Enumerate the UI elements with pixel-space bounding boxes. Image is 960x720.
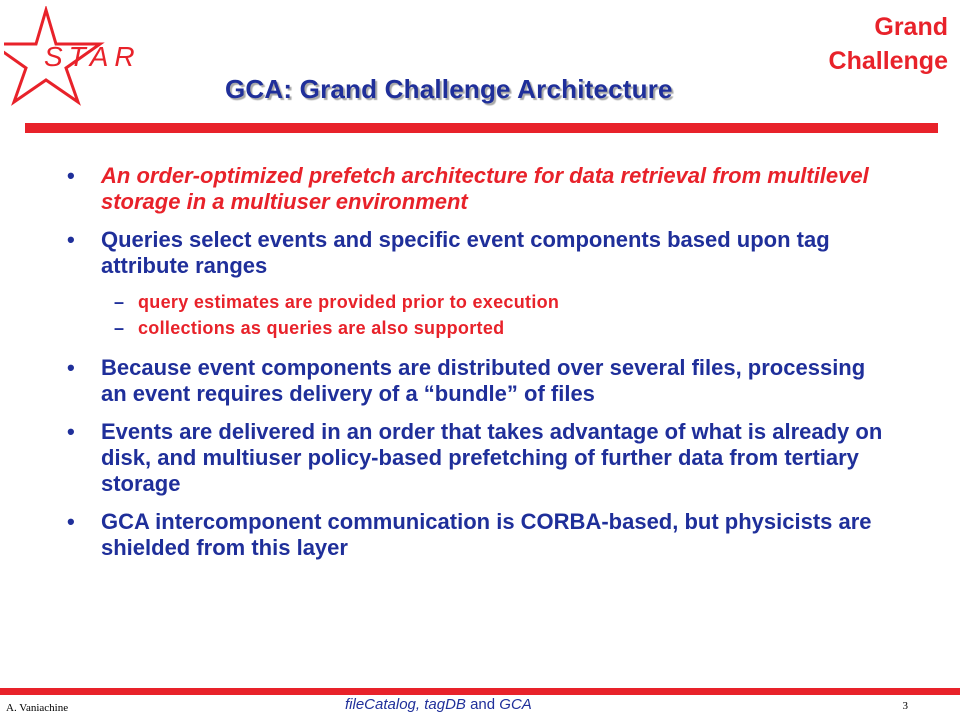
bullet-text: Because event components are distributed over several files, processing an event requires delivery of a “bundle” of files xyxy=(101,355,866,406)
bottom-divider xyxy=(0,688,960,695)
bullet-marker: • xyxy=(67,355,75,380)
footer-author: A. Vaniachine xyxy=(6,702,69,714)
corner-label xyxy=(829,10,948,78)
bullet-item xyxy=(60,355,890,407)
footer-subtitle-part-a: fileCatalog, tagDB xyxy=(345,696,466,713)
sub-bullet-marker: – xyxy=(114,292,125,312)
footer-subtitle-part-b: and xyxy=(465,696,500,713)
sub-bullet-list xyxy=(60,289,890,341)
sub-bullet-marker: – xyxy=(114,318,125,338)
corner-line-2: Challenge xyxy=(828,47,948,75)
sub-bullet-text: query estimates are provided prior to execution xyxy=(138,292,560,312)
bullet-marker: • xyxy=(67,227,75,252)
bullet-item xyxy=(60,509,890,561)
bullet-marker: • xyxy=(67,509,75,534)
top-divider xyxy=(25,123,938,133)
bullet-item xyxy=(60,419,890,497)
corner-line-1: Grand xyxy=(874,13,948,41)
bullet-marker: • xyxy=(67,163,75,188)
bullet-text: GCA intercomponent communication is CORBA-based, but physicists are shielded from this layer xyxy=(101,509,872,560)
slide-body xyxy=(60,163,890,573)
footer-subtitle-part-c: GCA xyxy=(499,696,532,713)
logo-text: STAR xyxy=(44,41,141,72)
slide-title: GCA: Grand Challenge Architecture xyxy=(225,74,673,104)
star-outline-icon xyxy=(4,6,154,108)
sub-bullet-item xyxy=(60,315,890,341)
bullet-marker: • xyxy=(67,419,75,444)
page-number: 3 xyxy=(902,700,908,712)
footer-subtitle xyxy=(345,696,532,713)
bullet-item xyxy=(60,227,890,279)
star-logo xyxy=(4,6,154,108)
bullet-text: An order-optimized prefetch architecture for data retrieval from multilevel storage in a multiuser environment xyxy=(101,163,869,214)
bullet-text: Queries select events and specific event components based upon tag attribute ranges xyxy=(101,227,830,278)
bullet-item xyxy=(60,163,890,215)
sub-bullet-item xyxy=(60,289,890,315)
bullet-text: Events are delivered in an order that takes advantage of what is already on disk, and multiuser policy-based prefetching of further data from tertiary storage xyxy=(101,419,883,496)
sub-bullet-text: collections as queries are also supported xyxy=(138,318,505,338)
